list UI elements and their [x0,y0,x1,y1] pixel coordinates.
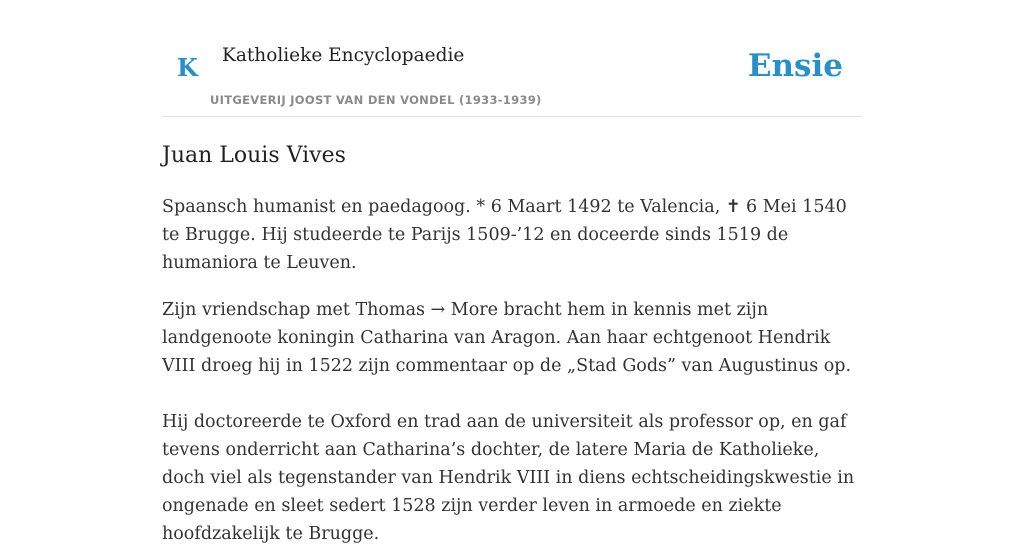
publisher-subtitle: UITGEVERIJ JOOST VAN DEN VONDEL (1933-1939) [210,93,542,107]
cross-reference-link[interactable]: → More [430,300,498,320]
paragraph-text: Zijn vriendschap met Thomas [162,300,431,320]
article-paragraph [162,296,862,380]
logo-icon[interactable]: K [177,53,198,82]
article-paragraph: Hij doctoreerde te Oxford en trad aan de universiteit als professor op, en gaf tevens onderricht aan Catharina’s dochter, de latere Maria de Katholieke, doch viel als tegenstander van Hendrik VIII in diens echtscheidingskwestie in ongenade en sleet sedert 1528 zijn verder leven in armoede en ziekte hoofdzakelijk te Brugge. [162,412,855,544]
article-paragraph: Spaansch humanist en paedagoog. * 6 Maart 1492 te Valencia, ✝ 6 Mei 1540 te Brugge. Hij studeerde te Parijs 1509-’12 en doceerde sinds 1519 de humaniora te Leuven. [162,197,847,273]
site-header [162,0,862,117]
brand-logo-link[interactable]: Ensie [747,48,843,84]
article-title: Juan Louis Vives [162,143,346,168]
site-title[interactable]: Katholieke Encyclopaedie [222,45,465,66]
paragraph-text: bracht hem in kennis met zijn landgenoote koningin Catharina van Aragon. Aan haar echtgenoot Hendrik VIII droeg hij in 1522 zijn commentaar op de „Stad Gods” van Augustinus op. [162,300,852,376]
page [162,0,862,548]
